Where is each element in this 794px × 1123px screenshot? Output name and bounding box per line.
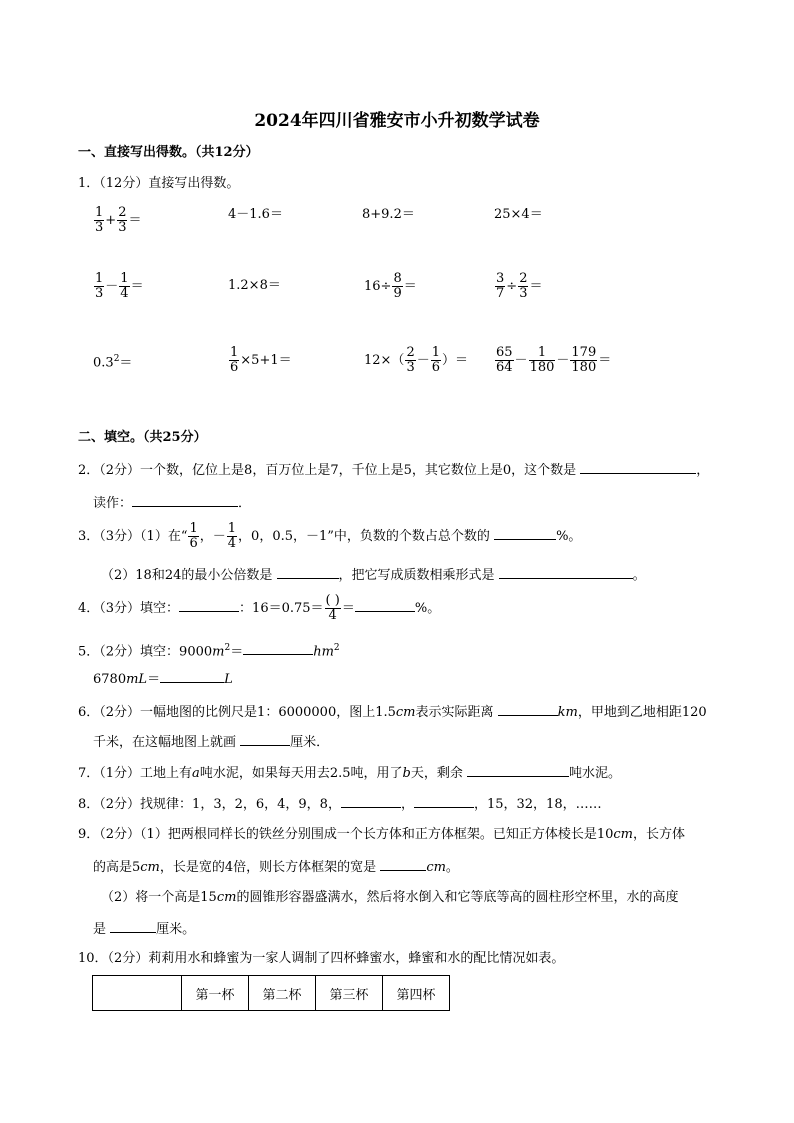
operator: ÷ <box>506 279 518 294</box>
q8-line <box>78 795 602 813</box>
equals: ＝ <box>341 601 355 616</box>
q1-r2-d <box>494 272 542 302</box>
fraction <box>495 346 514 375</box>
denominator: 3 <box>118 220 127 235</box>
equals: ＝ <box>147 672 161 687</box>
q7-line <box>78 764 621 782</box>
q1-r1-c: 8+9.2＝ <box>362 207 415 222</box>
unit: cm <box>613 827 633 842</box>
q5-text: 6780 <box>93 672 127 687</box>
closing: ）＝ <box>442 353 469 368</box>
numerator: 1 <box>189 521 198 536</box>
equals: ＝ <box>230 644 244 660</box>
unit: hm <box>313 644 334 660</box>
q9-line3 <box>101 890 678 906</box>
numerator: 1 <box>431 345 441 360</box>
q7-blank[interactable] <box>467 764 569 777</box>
fraction <box>495 272 505 301</box>
denominator: 6 <box>189 536 198 551</box>
denominator: 7 <box>496 286 505 301</box>
q7-text: 天，剩余 <box>410 766 463 781</box>
numerator: 1 <box>529 346 556 361</box>
q6-line2 <box>93 733 329 751</box>
fraction <box>117 206 127 235</box>
q2-text: 2．（2分）一个数，亿位上是8，百万位上是7，千位上是5，其它数位上是0，这个数是 <box>78 463 577 478</box>
fraction <box>94 272 104 301</box>
q8-blank-2[interactable] <box>414 795 474 808</box>
q8-text: 8．（2分）找规律：1，3，2，6，4，9，8， <box>78 797 341 812</box>
q10-text: 10．（2分）莉莉用水和蜂蜜为一家人调制了四杯蜂蜜水，蜂蜜和水的配比情况如表。 <box>78 951 565 966</box>
q1-intro: 1．（12分）直接写出得数。 <box>78 176 240 191</box>
q6-text: 表示实际距离 <box>415 705 494 720</box>
fraction <box>229 346 239 375</box>
fraction <box>119 272 129 301</box>
operator: － <box>556 353 570 368</box>
q2-read-blank[interactable] <box>132 494 238 507</box>
q9-line1 <box>78 827 685 843</box>
q6-blank-2[interactable] <box>240 733 290 746</box>
fraction <box>325 594 341 623</box>
operand: 16÷ <box>364 279 392 294</box>
section-2-heading: 二、填空。（共25分） <box>78 430 207 445</box>
q7-text: 7．（1分）工地上有 <box>78 766 193 781</box>
operator: － <box>416 353 430 368</box>
q1-r2-b: 1.2×8＝ <box>228 278 281 293</box>
q6-text: 千米，在这幅地图上就画 <box>93 735 237 750</box>
q6-text: ，甲地到乙地相距120 <box>577 705 707 720</box>
operand: 12×（ <box>364 353 405 368</box>
unit: cm <box>140 860 160 875</box>
q9-text: （2）将一个高是15 <box>101 890 217 905</box>
denominator: 6 <box>230 360 239 375</box>
numerator: 1 <box>95 271 104 286</box>
numerator: ( ) <box>325 593 340 608</box>
unit: cm <box>395 705 416 720</box>
separator: ， <box>400 797 414 812</box>
table-header-cell: 第一杯 <box>182 976 249 1011</box>
q9-text: 是 <box>93 922 107 937</box>
equals: ＝ <box>130 279 144 294</box>
denominator: 64 <box>496 360 513 375</box>
denominator: 4 <box>227 536 237 551</box>
q2-answer-blank[interactable] <box>580 461 696 474</box>
denominator: 9 <box>393 286 402 301</box>
numerator: 2 <box>406 345 415 360</box>
fraction <box>570 346 597 375</box>
unit: L <box>224 672 233 687</box>
percent-sign: %。 <box>556 529 582 544</box>
numerator: 2 <box>519 271 528 286</box>
q9-text: 的圆锥形容器盛满水，然后将水倒入和它等底等高的圆柱形空杯里，水的高度 <box>236 890 679 905</box>
q4-blank-2[interactable] <box>355 599 415 612</box>
q4-text: 4．（3分）填空： <box>78 601 180 616</box>
unit: m <box>212 644 225 660</box>
q1-r2-a <box>93 272 144 302</box>
q6-text: 6．（2分）一幅地图的比例尺是1：6000000，图上1.5 <box>78 705 396 720</box>
variable: a <box>192 766 200 781</box>
q4-text: ：16＝0.75＝ <box>239 601 324 616</box>
denominator: 180 <box>529 360 555 375</box>
denominator: 3 <box>519 286 528 301</box>
q1-r3-d <box>494 346 611 376</box>
table-header-cell <box>93 976 182 1011</box>
q3-lcm-blank[interactable] <box>277 566 339 579</box>
fraction <box>518 272 528 301</box>
fraction <box>431 346 441 375</box>
numerator: 1 <box>230 345 239 360</box>
q6-line1 <box>78 703 707 721</box>
q5-line1 <box>78 640 340 660</box>
table-header-cell: 第二杯 <box>249 976 316 1011</box>
q8-text: ，15，32，18，…… <box>473 797 602 812</box>
q9-text: 的高是5 <box>93 860 141 875</box>
q5-text: 5．（2分）填空：9000 <box>78 644 213 660</box>
denominator: 3 <box>95 286 104 301</box>
q1-r1-a <box>93 206 141 236</box>
q1-r1-b: 4－1.6＝ <box>228 207 283 222</box>
fraction <box>94 206 104 235</box>
q9-text: ，长方体 <box>632 827 685 842</box>
q1-r2-c <box>364 272 417 302</box>
numerator: 3 <box>496 271 505 286</box>
denominator: 180 <box>571 360 597 375</box>
q3-text: （2）18和24的最小公倍数是 <box>101 568 273 583</box>
equals: ＝ <box>403 279 417 294</box>
q7-text: 吨水泥，如果每天用去2.5吨，用了 <box>199 766 403 781</box>
q1-r1-d: 25×4＝ <box>494 207 543 222</box>
denominator: 6 <box>431 360 441 375</box>
q6-text: 厘米． <box>290 735 330 750</box>
numerator: 65 <box>496 345 513 360</box>
numerator: 179 <box>571 345 597 360</box>
denominator: 3 <box>95 220 104 235</box>
q3-text: 3．（3分）（1）在“ <box>78 529 188 544</box>
table-header-cell: 第四杯 <box>383 976 450 1011</box>
operator: + <box>105 213 117 228</box>
numerator: 2 <box>118 205 127 220</box>
percent-sign: %。 <box>414 601 441 616</box>
q7-text: 吨水泥。 <box>568 766 621 781</box>
unit: km <box>557 705 578 720</box>
q2-line1 <box>78 461 709 479</box>
numerator: 1 <box>120 271 129 286</box>
q6-blank-1[interactable] <box>498 703 558 716</box>
equals: ＝ <box>128 213 142 228</box>
equals: ＝ <box>598 353 612 368</box>
fraction <box>529 346 556 375</box>
q3-line1 <box>78 520 581 554</box>
exponent: 2 <box>333 643 340 653</box>
base: 0.3 <box>93 355 114 371</box>
unit: cm <box>216 890 237 905</box>
q3-text: ，0，0.5，－1”中，负数的个数占总个数的 <box>238 529 490 544</box>
punctuation: 。 <box>632 568 646 583</box>
table-row <box>93 976 450 1011</box>
punctuation: ， <box>696 463 710 478</box>
q9-text: 9．（2分）（1）把两根同样长的铁丝分别围成一个长方体和正方体框架。已知正方体棱长是10 <box>78 827 614 842</box>
denominator: 3 <box>406 360 415 375</box>
numerator: 1 <box>227 521 237 536</box>
exponent: 2 <box>113 354 120 364</box>
q3-percent-blank[interactable] <box>494 527 556 540</box>
q1-r3-c <box>364 346 468 376</box>
q10-table <box>92 975 450 1011</box>
fraction <box>227 522 237 551</box>
q4-line <box>78 592 440 626</box>
section-1-heading: 一、直接写出得数。（共12分） <box>78 145 259 160</box>
unit: cm <box>426 860 446 875</box>
q1-r3-a <box>93 351 132 371</box>
unit: mL <box>126 672 148 687</box>
exponent: 2 <box>224 643 231 653</box>
q4-blank-1[interactable] <box>179 599 239 612</box>
q9-line4 <box>93 920 195 938</box>
q3-prime-blank[interactable] <box>499 566 633 579</box>
expression-rest: ×5+1＝ <box>240 353 292 368</box>
equals: ＝ <box>529 279 543 294</box>
q9-line2 <box>93 858 459 876</box>
equals: ＝ <box>119 355 133 371</box>
denominator: 4 <box>120 286 129 301</box>
numerator: 8 <box>393 271 402 286</box>
q5-blank-1[interactable] <box>243 642 313 655</box>
separator: ，－ <box>199 529 226 544</box>
q9-text: 厘米。 <box>156 922 196 937</box>
q5-line2 <box>93 670 233 688</box>
operator: － <box>105 279 119 294</box>
q5-blank-2[interactable] <box>160 670 224 683</box>
variable: b <box>402 766 411 781</box>
page-title: 2024年四川省雅安市小升初数学试卷 <box>254 111 540 131</box>
fraction <box>188 522 198 551</box>
q2-read-label: 读作： <box>93 496 133 511</box>
q3-text: ，把它写成质数相乘形式是 <box>338 568 495 583</box>
fraction <box>405 346 415 375</box>
punctuation: ． <box>238 496 252 511</box>
q9-text: ，长是宽的4倍，则长方体框架的宽是 <box>159 860 377 875</box>
table-header-cell: 第三杯 <box>316 976 383 1011</box>
denominator: 4 <box>328 608 337 623</box>
q1-r3-b <box>228 346 292 376</box>
punctuation: 。 <box>445 860 459 875</box>
q8-blank-1[interactable] <box>341 795 401 808</box>
numerator: 1 <box>95 205 104 220</box>
q3-line2 <box>101 566 646 584</box>
operator: － <box>514 353 528 368</box>
q2-line2 <box>93 494 251 512</box>
q9-blank-2[interactable] <box>110 920 156 933</box>
fraction <box>392 272 402 301</box>
q9-blank-1[interactable] <box>380 858 426 871</box>
